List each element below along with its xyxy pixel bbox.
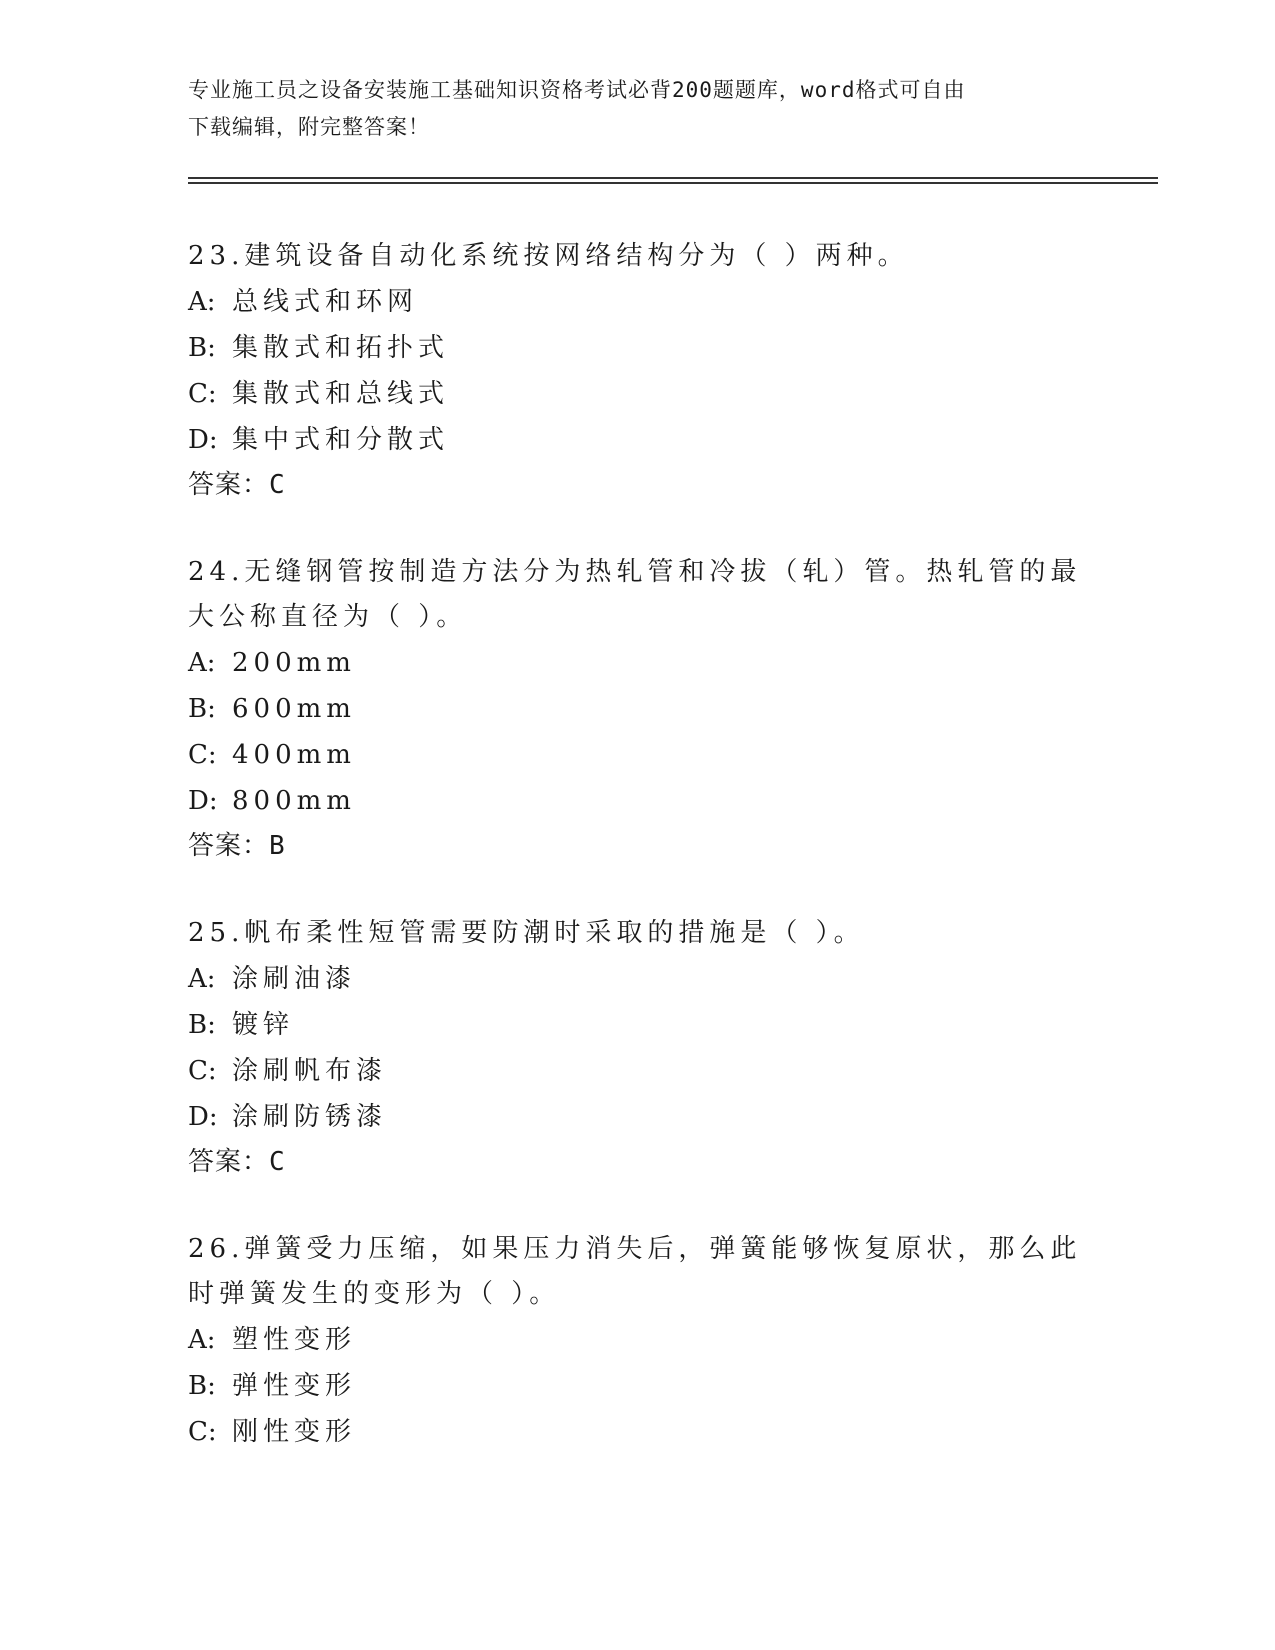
option-letter: B: bbox=[188, 1010, 216, 1040]
question-item bbox=[188, 234, 1088, 507]
option-text: 集散式和总线式 bbox=[232, 379, 450, 409]
option-letter: D: bbox=[188, 786, 218, 816]
header-divider-bottom bbox=[188, 182, 1158, 184]
question-stem: 25.帆布柔性短管需要防潮时采取的措施是（ ）。 bbox=[188, 918, 865, 948]
option-text: 集散式和拓扑式 bbox=[232, 333, 450, 363]
option-text: 400mm bbox=[232, 740, 356, 770]
option-letter: C: bbox=[188, 1417, 217, 1447]
option-letter: C: bbox=[188, 1056, 217, 1086]
option-d bbox=[188, 1094, 1088, 1140]
option-text: 刚性变形 bbox=[232, 1417, 357, 1447]
option-text: 集中式和分散式 bbox=[232, 425, 450, 455]
option-text: 塑性变形 bbox=[232, 1325, 357, 1355]
question-stem: 26.弹簧受力压缩，如果压力消失后，弹簧能够恢复原状，那么此时弹簧发生的变形为（ ）。 bbox=[188, 1234, 1082, 1309]
question-stem: 24.无缝钢管按制造方法分为热轧管和冷拔（轧）管。热轧管的最大公称直径为（ ）。 bbox=[188, 557, 1082, 632]
answer-line: 答案：C bbox=[188, 470, 286, 500]
option-text: 弹性变形 bbox=[232, 1371, 357, 1401]
option-d bbox=[188, 417, 1088, 463]
answer-line: 答案：B bbox=[188, 831, 286, 861]
option-letter: A: bbox=[188, 287, 216, 317]
document-header bbox=[188, 72, 1088, 146]
option-c bbox=[188, 1409, 1088, 1455]
header-title-line-2: 下载编辑，附完整答案！ bbox=[188, 115, 430, 139]
option-a bbox=[188, 279, 1088, 325]
option-text: 涂刷油漆 bbox=[232, 964, 357, 994]
question-item bbox=[188, 550, 1088, 868]
option-a bbox=[188, 640, 1088, 686]
option-text: 200mm bbox=[232, 648, 356, 678]
option-text: 涂刷防锈漆 bbox=[232, 1102, 388, 1132]
option-text: 总线式和环网 bbox=[232, 287, 419, 317]
header-divider-top bbox=[188, 177, 1158, 179]
option-letter: C: bbox=[188, 740, 217, 770]
option-text: 涂刷帆布漆 bbox=[232, 1056, 388, 1086]
option-text: 600mm bbox=[232, 694, 356, 724]
option-b bbox=[188, 1002, 1088, 1048]
question-list bbox=[188, 234, 1088, 1498]
option-c bbox=[188, 732, 1088, 778]
option-text: 镀锌 bbox=[232, 1010, 295, 1040]
option-letter: A: bbox=[188, 1325, 216, 1355]
option-letter: B: bbox=[188, 694, 216, 724]
option-b bbox=[188, 325, 1088, 371]
question-item bbox=[188, 1227, 1088, 1455]
option-d bbox=[188, 778, 1088, 824]
option-letter: B: bbox=[188, 333, 216, 363]
question-item bbox=[188, 911, 1088, 1184]
option-letter: D: bbox=[188, 1102, 218, 1132]
option-letter: B: bbox=[188, 1371, 216, 1401]
option-b bbox=[188, 1363, 1088, 1409]
option-letter: A: bbox=[188, 964, 216, 994]
option-text: 800mm bbox=[232, 786, 356, 816]
option-c bbox=[188, 371, 1088, 417]
option-b bbox=[188, 686, 1088, 732]
option-a bbox=[188, 1317, 1088, 1363]
question-stem: 23.建筑设备自动化系统按网络结构分为（ ）两种。 bbox=[188, 241, 909, 271]
option-c bbox=[188, 1048, 1088, 1094]
header-title-line-1: 专业施工员之设备安装施工基础知识资格考试必背200题题库，word格式可自由 bbox=[188, 78, 966, 102]
answer-line: 答案：C bbox=[188, 1147, 286, 1177]
option-letter: A: bbox=[188, 648, 216, 678]
option-letter: C: bbox=[188, 379, 217, 409]
option-a bbox=[188, 956, 1088, 1002]
option-letter: D: bbox=[188, 425, 218, 455]
